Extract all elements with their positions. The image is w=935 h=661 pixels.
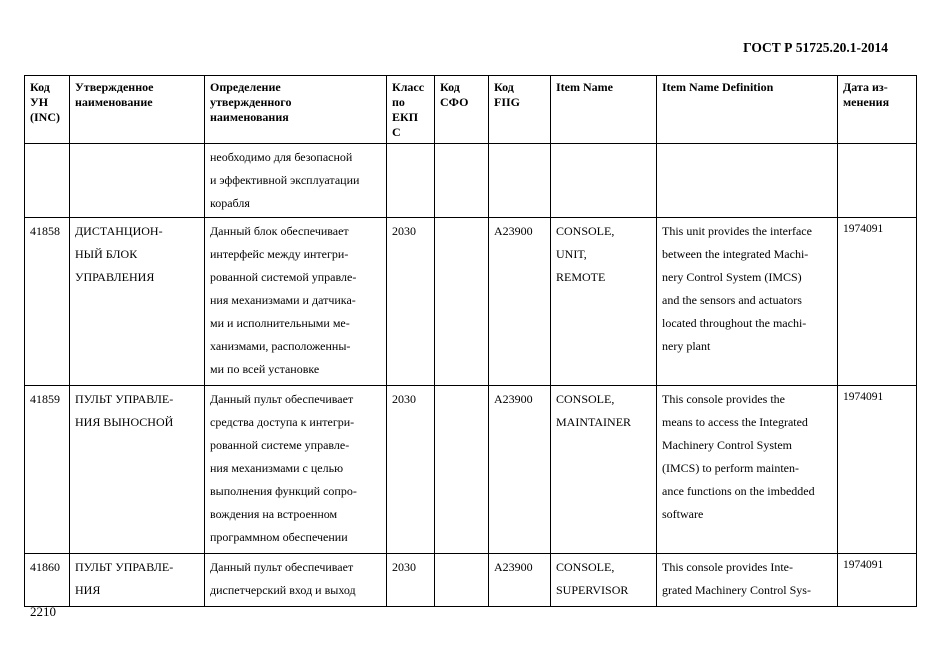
change-date: 1974091 [838, 218, 917, 386]
fiig-code: A23900 [489, 386, 551, 554]
inc-code: 41859 [25, 386, 70, 554]
fiig-code: A23900 [489, 554, 551, 607]
approved-name: ПУЛЬТ УПРАВЛЕ- НИЯ [70, 554, 205, 607]
change-date: 1974091 [838, 386, 917, 554]
item-name: CONSOLE, MAINTAINER [551, 386, 657, 554]
header-inc: Код УН (INC) [25, 76, 70, 144]
item-definition: This console provides Inte- grated Machinery Control Sys- [657, 554, 838, 607]
continuation-row [25, 144, 917, 218]
sfo-code [435, 386, 489, 554]
definition: Данный пульт обеспечивает средства доступа к интегри- рованной системе управле- ния механизмами с целью выполнения функций сопро- вождения на встроенном программном обеспечении [205, 386, 387, 554]
change-date: 1974091 [838, 554, 917, 607]
sfo-code [435, 554, 489, 607]
sfo-code [435, 218, 489, 386]
definition: Данный блок обеспечивает интерфейс между интегри- рованной системой управле- ния механизмами и датчика- ми и исполнительными ме- ханизмами, расположенны- ми по всей установке [205, 218, 387, 386]
header-definition: Определение утвержденного наименования [205, 76, 387, 144]
table-row [25, 554, 917, 607]
table-row [25, 386, 917, 554]
approved-name: ДИСТАНЦИОН- НЫЙ БЛОК УПРАВЛЕНИЯ [70, 218, 205, 386]
definition: Данный пульт обеспечивает диспетчерский вход и выход [205, 554, 387, 607]
inc-code: 41860 [25, 554, 70, 607]
approved-name: ПУЛЬТ УПРАВЛЕ- НИЯ ВЫНОСНОЙ [70, 386, 205, 554]
item-definition: This console provides the means to access the Integrated Machinery Control System (IMCS) to perform mainten- ance functions on the imbedded software [657, 386, 838, 554]
continuation-definition: необходимо для безопасной и эффективной эксплуатации корабля [205, 144, 387, 218]
page-number: 2210 [30, 604, 56, 619]
table-header-row [25, 76, 917, 144]
item-name: CONSOLE, SUPERVISOR [551, 554, 657, 607]
classification-table [24, 75, 917, 607]
standard-designation: ГОСТ Р 51725.20.1-2014 [743, 40, 888, 55]
class-code: 2030 [387, 218, 435, 386]
header-item-definition: Item Name Definition [657, 76, 838, 144]
fiig-code: A23900 [489, 218, 551, 386]
class-code: 2030 [387, 554, 435, 607]
item-name: CONSOLE, UNIT, REMOTE [551, 218, 657, 386]
inc-code: 41858 [25, 218, 70, 386]
header-approved-name: Утвержденное наименование [70, 76, 205, 144]
class-code: 2030 [387, 386, 435, 554]
header-class: Класс по ЕКП С [387, 76, 435, 144]
item-definition: This unit provides the interface between the integrated Machi- nery Control System (IMCS) and the sensors and actuators located throughout the machi- nery plant [657, 218, 838, 386]
header-fiig: Код FIIG [489, 76, 551, 144]
header-date: Дата из- менения [838, 76, 917, 144]
table-row [25, 218, 917, 386]
header-sfo: Код СФО [435, 76, 489, 144]
header-item-name: Item Name [551, 76, 657, 144]
